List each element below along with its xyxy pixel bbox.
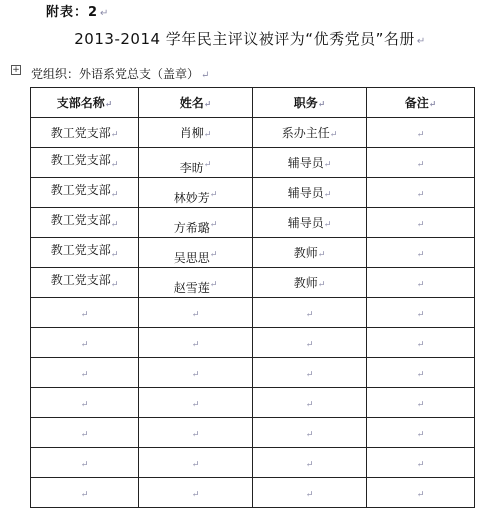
cell-position[interactable]: [253, 148, 367, 178]
cell-branch-text: 教工党支部: [50, 213, 111, 227]
cell-name[interactable]: [139, 148, 253, 178]
cell-name[interactable]: [139, 448, 253, 478]
cell-end-mark-icon: ↵: [305, 459, 314, 470]
document-title: 2013-2014 学年民主评议被评为“优秀党员”名册 ↵: [74, 30, 426, 48]
paragraph-mark-icon: ↵: [100, 8, 110, 19]
cell-end-mark-icon: ↵: [317, 250, 326, 260]
cell-position[interactable]: [253, 118, 367, 148]
cell-end-mark-icon: ↵: [416, 429, 425, 440]
cell-name-text: 方希璐: [173, 221, 210, 235]
cell-position[interactable]: [253, 358, 367, 388]
cell-end-mark-icon: ↵: [329, 130, 338, 140]
cell-position[interactable]: [253, 448, 367, 478]
cell-position[interactable]: [253, 268, 367, 298]
cell-end-mark-icon: ↵: [110, 220, 119, 230]
cell-end-mark-icon: ↵: [203, 160, 212, 170]
cell-position[interactable]: [253, 328, 367, 358]
table-row: [31, 418, 475, 448]
cell-end-mark-icon: ↵: [305, 369, 314, 380]
table-row: [31, 448, 475, 478]
cell-branch[interactable]: [31, 178, 139, 208]
cell-name[interactable]: [139, 238, 253, 268]
cell-end-mark-icon: ↵: [416, 189, 425, 200]
cell-remarks[interactable]: [367, 328, 475, 358]
cell-branch[interactable]: [31, 208, 139, 238]
cell-remarks[interactable]: [367, 448, 475, 478]
cell-end-mark-icon: ↵: [110, 160, 119, 170]
cell-end-mark-icon: ↵: [416, 129, 425, 140]
cell-branch-text: 教工党支部: [50, 183, 111, 197]
cell-end-mark-icon: ↵: [416, 279, 425, 290]
party-organization-line: 党组织：外语系党总支（盖章） ↵: [31, 67, 210, 81]
cell-end-mark-icon: ↵: [191, 369, 200, 380]
cell-branch[interactable]: [31, 118, 139, 148]
cell-end-mark-icon: ↵: [80, 399, 89, 410]
cell-end-mark-icon: ↵: [80, 489, 89, 500]
table-body: [31, 118, 475, 508]
cell-end-mark-icon: ↵: [80, 429, 89, 440]
cell-name[interactable]: [139, 118, 253, 148]
table-row: [31, 178, 475, 208]
cell-end-mark-icon: ↵: [80, 459, 89, 470]
cell-end-mark-icon: ↵: [317, 280, 326, 290]
cell-position[interactable]: [253, 208, 367, 238]
table-row: [31, 358, 475, 388]
cell-remarks[interactable]: [367, 388, 475, 418]
table-move-handle-icon[interactable]: +: [12, 65, 20, 75]
table-row: [31, 388, 475, 418]
cell-end-mark-icon: ↵: [110, 130, 119, 140]
cell-end-mark-icon: ↵: [191, 339, 200, 350]
cell-name[interactable]: [139, 418, 253, 448]
cell-position[interactable]: [253, 178, 367, 208]
cell-end-mark-icon: ↵: [80, 309, 89, 320]
cell-end-mark-icon: ↵: [191, 429, 200, 440]
table-row: [31, 328, 475, 358]
header-position: 职务↵: [253, 88, 367, 118]
table-row: [31, 148, 475, 178]
cell-position-text: 教师: [293, 276, 318, 290]
cell-remarks[interactable]: [367, 268, 475, 298]
cell-remarks[interactable]: [367, 298, 475, 328]
cell-end-mark-icon: ↵: [416, 219, 425, 230]
cell-end-mark-icon: ↵: [416, 399, 425, 410]
table-row: [31, 268, 475, 298]
cell-remarks[interactable]: [367, 118, 475, 148]
cell-end-mark-icon: ↵: [416, 159, 425, 170]
table-row: [31, 118, 475, 148]
cell-branch[interactable]: [31, 418, 139, 448]
cell-branch[interactable]: [31, 448, 139, 478]
cell-position-text: 辅导员: [287, 216, 324, 230]
cell-end-mark-icon: ↵: [209, 280, 218, 290]
cell-position[interactable]: [253, 298, 367, 328]
cell-end-mark-icon: ↵: [416, 339, 425, 350]
paragraph-mark-icon: ↵: [416, 36, 426, 47]
cell-remarks[interactable]: [367, 478, 475, 508]
header-remarks: 备注↵: [367, 88, 475, 118]
cell-end-mark-icon: ↵: [305, 489, 314, 500]
cell-remarks[interactable]: [367, 148, 475, 178]
cell-position-text: 系办主任: [281, 126, 330, 140]
cell-branch[interactable]: [31, 388, 139, 418]
cell-branch[interactable]: [31, 298, 139, 328]
table-row: [31, 208, 475, 238]
cell-position[interactable]: [253, 478, 367, 508]
cell-end-mark-icon: ↵: [191, 309, 200, 320]
cell-end-mark-icon: ↵: [209, 250, 218, 260]
cell-remarks[interactable]: [367, 358, 475, 388]
cell-end-mark-icon: ↵: [209, 220, 218, 230]
cell-remarks[interactable]: [367, 238, 475, 268]
members-table: [30, 87, 475, 508]
cell-name-text: 赵雪莲: [173, 281, 210, 295]
cell-end-mark-icon: ↵: [416, 309, 425, 320]
paragraph-mark-icon: ↵: [201, 70, 210, 81]
cell-name[interactable]: [139, 358, 253, 388]
cell-end-mark-icon: ↵: [203, 130, 212, 140]
cell-end-mark-icon: ↵: [191, 489, 200, 500]
cell-end-mark-icon: ↵: [305, 429, 314, 440]
cell-branch[interactable]: [31, 478, 139, 508]
attachment-label: 附表：2 ↵: [46, 5, 110, 20]
cell-end-mark-icon: ↵: [416, 249, 425, 260]
cell-end-mark-icon: ↵: [305, 399, 314, 410]
cell-name-text: 林妙芳: [173, 191, 210, 205]
cell-position-text: 辅导员: [287, 186, 324, 200]
cell-end-mark-icon: ↵: [191, 399, 200, 410]
cell-end-mark-icon: ↵: [110, 190, 119, 200]
cell-end-mark-icon: ↵: [110, 250, 119, 260]
cell-branch[interactable]: [31, 148, 139, 178]
table-row: [31, 238, 475, 268]
cell-branch-text: 教工党支部: [50, 243, 111, 257]
table-row: [31, 478, 475, 508]
cell-name[interactable]: [139, 478, 253, 508]
cell-end-mark-icon: ↵: [209, 190, 218, 200]
cell-name-text: 李昉: [179, 161, 204, 175]
cell-remarks[interactable]: [367, 418, 475, 448]
cell-name[interactable]: [139, 298, 253, 328]
cell-remarks[interactable]: [367, 178, 475, 208]
cell-end-mark-icon: ↵: [416, 489, 425, 500]
cell-end-mark-icon: ↵: [80, 339, 89, 350]
cell-end-mark-icon: ↵: [110, 280, 119, 290]
cell-position-text: 教师: [293, 246, 318, 260]
cell-end-mark-icon: ↵: [323, 160, 332, 170]
header-branch: 支部名称↵: [31, 88, 139, 118]
cell-position[interactable]: [253, 418, 367, 448]
cell-end-mark-icon: ↵: [80, 369, 89, 380]
cell-branch-text: 教工党支部: [50, 126, 111, 140]
cell-name[interactable]: [139, 268, 253, 298]
cell-name-text: 肖柳: [179, 126, 204, 140]
cell-end-mark-icon: ↵: [305, 339, 314, 350]
header-name: 姓名↵: [139, 88, 253, 118]
cell-branch[interactable]: [31, 238, 139, 268]
cell-name[interactable]: [139, 178, 253, 208]
cell-name-text: 吴思思: [173, 251, 210, 265]
cell-branch-text: 教工党支部: [50, 153, 111, 167]
cell-branch-text: 教工党支部: [50, 273, 111, 287]
cell-end-mark-icon: ↵: [305, 309, 314, 320]
cell-name[interactable]: [139, 328, 253, 358]
cell-end-mark-icon: ↵: [323, 220, 332, 230]
table-header-row: [31, 88, 475, 118]
cell-position-text: 辅导员: [287, 156, 324, 170]
cell-branch[interactable]: [31, 328, 139, 358]
cell-end-mark-icon: ↵: [416, 459, 425, 470]
cell-name[interactable]: [139, 388, 253, 418]
cell-end-mark-icon: ↵: [323, 190, 332, 200]
cell-end-mark-icon: ↵: [416, 369, 425, 380]
table-row: [31, 298, 475, 328]
cell-remarks[interactable]: [367, 208, 475, 238]
cell-name[interactable]: [139, 208, 253, 238]
cell-position[interactable]: [253, 238, 367, 268]
cell-branch[interactable]: [31, 358, 139, 388]
cell-branch[interactable]: [31, 268, 139, 298]
cell-position[interactable]: [253, 388, 367, 418]
cell-end-mark-icon: ↵: [191, 459, 200, 470]
